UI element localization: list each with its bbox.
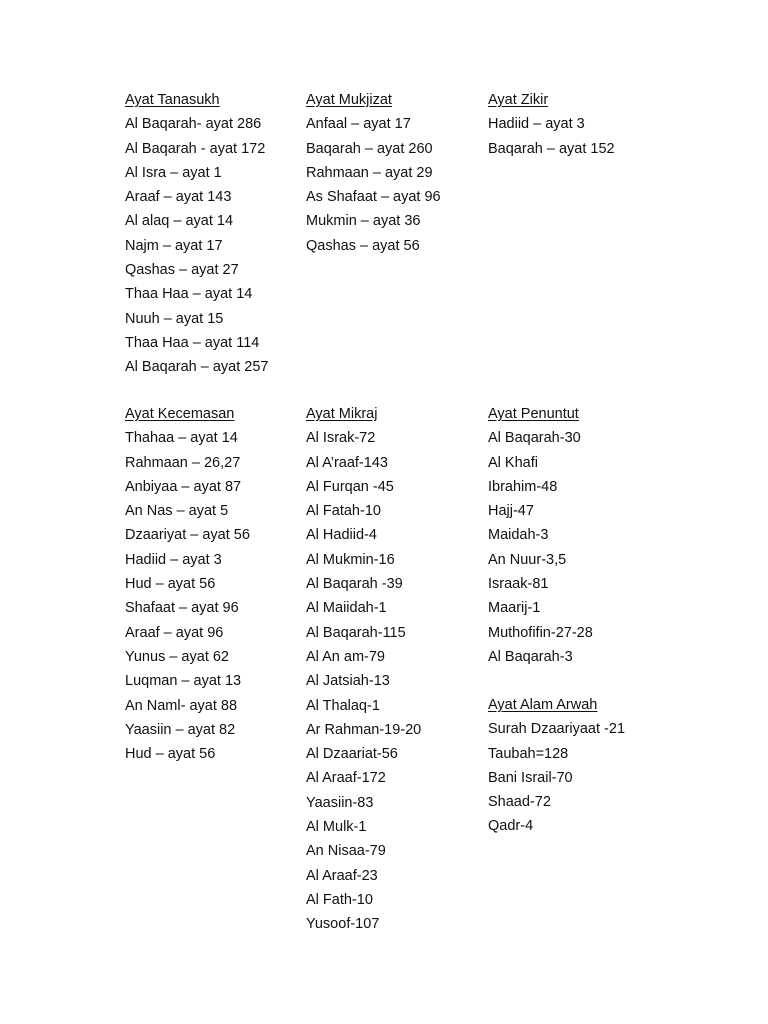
list-item: Hud – ayat 56 [125,576,216,593]
list-item: Al Jatsiah-13 [306,673,390,690]
list-item: Rahmaan – ayat 29 [306,164,433,181]
section-heading: Ayat Penuntut [488,406,579,422]
list-item: Shaad-72 [488,794,551,811]
list-item: Al alaq – ayat 14 [125,213,234,230]
list-item: Al Mulk-1 [306,819,367,836]
list-item: Al Thalaq-1 [306,697,380,714]
list-item: Najm – ayat 17 [125,237,223,254]
list-item: Hud – ayat 56 [125,746,216,763]
list-item: Ar Rahman-19-20 [306,721,422,738]
list-item: Al Dzaariat-56 [306,746,398,763]
section-ayat-alam-arwah [488,695,625,841]
section-ayat-zikir [488,90,615,163]
list-item: Muthofifin-27-28 [488,624,593,641]
list-item: Al Maiidah-1 [306,600,387,617]
list-item: An Naml- ayat 88 [125,697,238,714]
list-item: Surah Dzaariyaat -21 [488,721,626,738]
list-item: Al Khafi [488,454,538,471]
list-item: Al Araaf-172 [306,770,386,787]
section-heading: Ayat Zikir [488,92,549,108]
section-heading: Ayat Mikraj [306,406,378,422]
list-item: Al Baqarah -39 [306,576,403,593]
list-item: Hadiid – ayat 3 [488,116,585,133]
list-item: As Shafaat – ayat 96 [306,189,441,206]
list-item: Yaasiin-83 [306,794,374,811]
section-list [488,719,625,840]
list-item: Al Furqan -45 [306,478,394,495]
list-item: Al Baqarah-3 [488,648,573,665]
section-heading: Ayat Tanasukh [125,92,220,108]
list-item: Taubah=128 [488,745,569,762]
list-item: An Nuur-3,5 [488,551,567,568]
section-heading: Ayat Kecemasan [125,406,235,422]
list-item: Qashas – ayat 27 [125,262,239,279]
list-item: Maarij-1 [488,600,541,617]
section-ayat-tanasukh [125,90,269,382]
list-item: Hajj-47 [488,503,534,520]
list-item: Al Fath-10 [306,891,373,908]
section-heading: Ayat Mukjizat [306,92,392,108]
list-item: Al Baqarah- ayat 286 [125,116,262,133]
section-list [125,114,269,381]
section-ayat-penuntut [488,404,593,671]
list-item: Anfaal – ayat 17 [306,116,411,133]
list-item: Yusoof-107 [306,916,380,933]
list-item: Ibrahim-48 [488,478,558,495]
section-heading: Ayat Alam Arwah [488,697,598,713]
section-list [306,428,421,938]
list-item: An Nisaa-79 [306,843,386,860]
list-item: Al Hadiid-4 [306,527,377,544]
list-item: Thahaa – ayat 14 [125,430,238,447]
section-list [488,428,593,671]
section-list [488,114,615,163]
list-item: Yaasiin – ayat 82 [125,721,236,738]
list-item: Al Baqarah-115 [306,624,406,641]
list-item: Al Fatah-10 [306,503,381,520]
section-ayat-mukjizat [306,90,441,260]
list-item: Araaf – ayat 96 [125,624,224,641]
list-item: An Nas – ayat 5 [125,503,229,520]
list-item: Thaa Haa – ayat 14 [125,286,253,303]
list-item: Bani Israil-70 [488,769,573,786]
section-ayat-mikraj [306,404,421,939]
list-item: Al Araaf-23 [306,867,378,884]
list-item: Baqarah – ayat 152 [488,140,615,157]
list-item: Dzaariyat – ayat 56 [125,527,250,544]
list-item: Luqman – ayat 13 [125,673,242,690]
list-item: Al Baqarah – ayat 257 [125,359,269,376]
list-item: Al Israk-72 [306,430,376,447]
list-item: Yunus – ayat 62 [125,648,229,665]
list-item: Al Mukmin-16 [306,551,395,568]
list-item: Qashas – ayat 56 [306,237,420,254]
list-item: Al Baqarah-30 [488,430,581,447]
list-item: Nuuh – ayat 15 [125,310,224,327]
list-item: Thaa Haa – ayat 114 [125,334,260,351]
list-item: Mukmin – ayat 36 [306,213,421,230]
list-item: Anbiyaa – ayat 87 [125,478,242,495]
section-list [306,114,441,260]
list-item: Baqarah – ayat 260 [306,140,433,157]
list-item: Maidah-3 [488,527,549,544]
section-list [125,428,250,768]
list-item: Rahmaan – 26,27 [125,454,241,471]
section-ayat-kecemasan [125,404,250,768]
list-item: Israak-81 [488,576,549,593]
list-item: Araaf – ayat 143 [125,189,232,206]
list-item: Shafaat – ayat 96 [125,600,239,617]
list-item: Al A’raaf-143 [306,454,388,471]
list-item: Hadiid – ayat 3 [125,551,222,568]
list-item: Al An am-79 [306,648,385,665]
list-item: Al Isra – ayat 1 [125,164,222,181]
list-item: Qadr-4 [488,818,534,835]
list-item: Al Baqarah - ayat 172 [125,140,266,157]
